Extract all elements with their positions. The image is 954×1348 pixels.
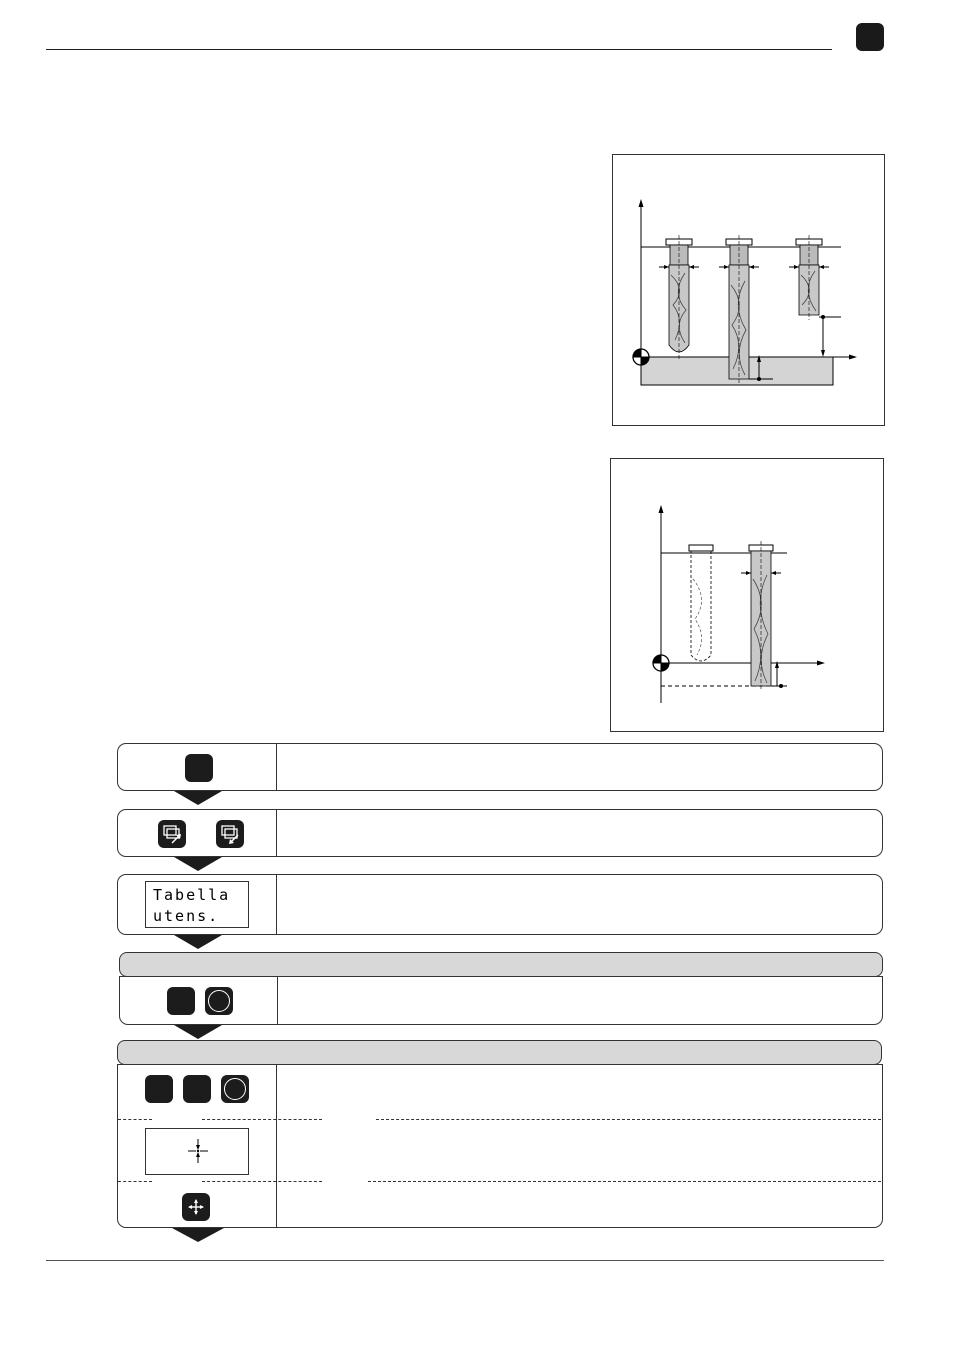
lcd-line-1: Tabella: [153, 886, 231, 904]
section-marker-icon: [856, 23, 884, 51]
separator-dashed: [202, 1119, 322, 1120]
step-header-bar: [119, 952, 883, 977]
page-forward-icon[interactable]: [158, 820, 186, 848]
blank-key[interactable]: [185, 754, 213, 782]
footer-rule: [46, 1260, 884, 1261]
flow-arrow-icon: [174, 857, 222, 871]
separator-dashed: [376, 1119, 881, 1120]
step-header-bar: [117, 1040, 882, 1065]
step-divider: [276, 1065, 277, 1227]
datum-point-symbol: [633, 349, 649, 365]
blank-key[interactable]: [183, 1075, 211, 1103]
crosshair-key[interactable]: [182, 1193, 210, 1221]
flow-arrow-icon: [174, 791, 222, 805]
step-divider: [276, 810, 277, 856]
tool-offset-diagram: [610, 458, 884, 732]
lcd-line-2: utens.: [153, 907, 220, 925]
separator-dashed: [118, 1119, 152, 1120]
separator-dashed: [202, 1181, 322, 1182]
step-divider: [276, 744, 277, 790]
flow-arrow-icon: [174, 935, 222, 949]
step-divider: [276, 875, 277, 934]
separator-dashed: [118, 1181, 152, 1182]
blank-key[interactable]: [167, 987, 195, 1015]
flow-arrow-icon: [174, 1025, 222, 1039]
step-press-key: [117, 743, 883, 791]
circle-key[interactable]: [205, 987, 233, 1015]
lcd-display: [145, 881, 249, 928]
page-back-icon[interactable]: [216, 820, 244, 848]
flow-arrow-icon: [172, 1228, 224, 1242]
circle-key[interactable]: [221, 1075, 249, 1103]
step-lcd-tool-table: [117, 874, 883, 935]
datum-point-symbol: [653, 655, 669, 671]
crosshair-display: [145, 1128, 249, 1175]
separator-dashed: [368, 1181, 881, 1182]
step-divider: [277, 977, 278, 1024]
step-page-keys: [117, 809, 883, 857]
tool-length-diagram: [612, 154, 885, 426]
step-enter-value: [119, 976, 883, 1025]
header-rule: [46, 49, 832, 50]
step-probe-sequence: [117, 1064, 883, 1228]
blank-key[interactable]: [145, 1075, 173, 1103]
